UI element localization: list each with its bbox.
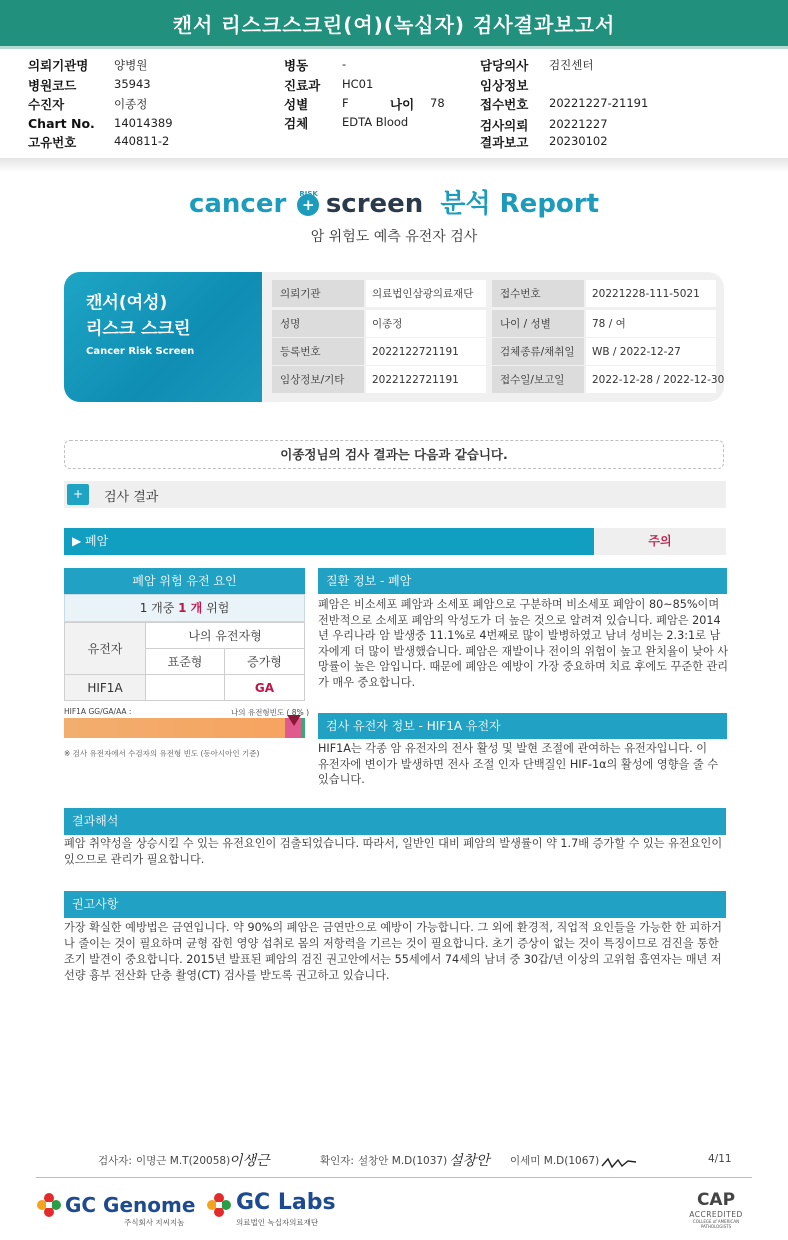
card-label: 접수일/보고일: [492, 366, 584, 393]
hdr-value-specimen: EDTA Blood: [342, 115, 409, 129]
page-number: 4/11: [708, 1153, 732, 1165]
hdr-label-request-date: 검사의뢰: [480, 118, 529, 133]
table-header-gene: 유전자: [64, 622, 146, 675]
confirmer-label: 확인자:: [320, 1155, 354, 1167]
confirmer2-signature-icon: [600, 1156, 638, 1170]
section-title: 검사 결과: [104, 490, 159, 505]
interpretation-text: 폐암 취약성을 상승시킬 수 있는 유전요인이 검출되었습니다. 따라서, 일반인 대비 폐암의 발생률이 약 1.7배 증가할 수 있는 유전요인이 있으므로 관리가 필요합니다.: [64, 837, 723, 866]
cap-logo-text: CAP: [696, 1190, 736, 1210]
brand-risk-tag: RISK: [299, 190, 318, 198]
recommendation-header: 권고사항: [64, 891, 726, 918]
card-title-line2: 리스크 스크린: [86, 319, 191, 339]
header-shadow: [0, 158, 788, 172]
cap-small-text: COLLEGE of AMERICAN PATHOLOGISTS: [692, 1219, 740, 1229]
brand-word-cancer: cancer: [188, 189, 287, 219]
recommendation-text: 가장 확실한 예방법은 금연입니다. 약 90%의 폐암은 금연만으로 예방이 가능합니다. 그 외에 환경적, 직업적 요인들을 가능한 한 피하거나 줄이는 것이 필요하며 균형 잡힌 영양 섭취로 몸의 저항력을 기르는 것이 필요합니다. 초기 증상이 없는 것이 특징이므로 검진을 통한 조기 발견이 중요합니다. 2015년 발표된 폐암의 검진 권고안에서는 55세에서 74세의 남녀 중 30갑/년 이상의 고위험 흡연자는 매년 저선량 흉부 전산화 단층 촬영(CT) 검사를 받도록 권고하고 있습니다.: [64, 921, 722, 982]
gene-info-header: 검사 유전자 정보 - HIF1A 유전자: [318, 713, 727, 739]
gc-genome-logo: GC Genome: [65, 1193, 196, 1217]
hdr-label-receipt-no: 접수번호: [480, 97, 529, 112]
confirmer1-signature: 설창안: [449, 1153, 490, 1169]
risk-table-header: 폐암 위험 유전 요인: [64, 568, 305, 594]
card-value: 2022-12-28 / 2022-12-30: [586, 366, 716, 393]
title-underline: [0, 46, 788, 49]
card-label: 검체종류/채취일: [492, 338, 584, 365]
table-cell-increase: GA: [224, 674, 305, 701]
card-value: WB / 2022-12-27: [586, 338, 716, 365]
risk-count-post: 위험: [206, 601, 230, 615]
gene-info-text: HIF1A는 각종 암 유전자의 전사 활성 및 발현 조절에 관여하는 유전자입니다. 이 유전자에 변이가 발생하면 전사 조절 인자 단백질인 HIF-1α의 활성에 영향을 줄 수 있습니다.: [318, 742, 719, 787]
hdr-label-doctor: 담당의사: [480, 58, 529, 73]
hdr-value-chart-no: 14014389: [114, 116, 173, 130]
card-banner: [64, 272, 262, 402]
status-badge: 주의: [594, 528, 726, 555]
hdr-value-hospital-code: 35943: [114, 77, 151, 91]
card-row: [272, 310, 716, 337]
gc-labs-sub: 의료법인 녹십자의료재단: [236, 1218, 319, 1227]
gc-labs-logo-icon: [206, 1192, 232, 1218]
cancer-type-bar: ▶ 폐암: [64, 528, 594, 555]
card-label: 접수번호: [492, 280, 584, 307]
hdr-value-report-date: 20230102: [549, 134, 608, 148]
confirmer1-name: 설창안 M.D(1037): [358, 1155, 448, 1167]
hdr-label-department: 진료과: [284, 78, 321, 93]
hdr-value-unique-no: 440811-2: [114, 134, 170, 148]
risk-count-num: 1 개: [178, 601, 203, 615]
tester-signature: 이생근: [229, 1153, 270, 1169]
hdr-value-patient: 이종정: [114, 97, 148, 111]
table-cell-gene: HIF1A: [64, 674, 146, 701]
footer-divider: [36, 1177, 752, 1178]
hdr-value-request-date: 20221227: [549, 117, 608, 131]
hdr-label-patient: 수진자: [28, 97, 65, 112]
card-value: 20221228-111-5021: [586, 280, 716, 307]
card-value: 이종정: [366, 310, 486, 337]
card-row: [272, 366, 724, 393]
result-intro-message: 이종정님의 검사 결과는 다음과 같습니다.: [64, 440, 724, 469]
hdr-label-ward: 병동: [284, 58, 309, 73]
cap-accreditation-logo: [680, 1190, 752, 1229]
hdr-label-clinical-info: 임상정보: [480, 78, 529, 93]
card-banner-title: [86, 290, 190, 342]
brand-word-report: 분석 Report: [440, 189, 600, 219]
table-header-my-genotype: 나의 유전자형: [145, 622, 305, 649]
frequency-marker-icon: [287, 715, 301, 726]
card-label: 임상정보/기타: [272, 366, 364, 393]
gc-genome-logo-icon: [36, 1192, 62, 1218]
hdr-value-receipt-no: 20221227-21191: [549, 96, 649, 110]
card-label: 의뢰기관: [272, 280, 364, 307]
hdr-label-sex: 성별: [284, 97, 309, 112]
hdr-label-unique-no: 고유번호: [28, 135, 77, 150]
freq-label-left: HIF1A GG/GA/AA :: [64, 707, 132, 716]
confirmer2-name: 이세미 M.D(1067): [510, 1155, 600, 1167]
hdr-label-specimen: 검체: [284, 116, 309, 131]
gc-genome-sub: 주식회사 지씨지놈: [124, 1218, 185, 1227]
card-row: [272, 280, 716, 307]
tester-label: 검사자:: [98, 1155, 132, 1167]
card-value: 2022122721191: [366, 366, 486, 393]
cap-accredited-text: ACCREDITED: [689, 1210, 743, 1219]
card-label: 성명: [272, 310, 364, 337]
brand-subtitle: 암 위험도 예측 유전자 검사: [310, 229, 478, 245]
interpretation-header: 결과해석: [64, 808, 726, 835]
card-title-line1: 캔서(여성): [86, 293, 168, 313]
gc-labs-logo: GC Labs: [236, 1190, 336, 1215]
hdr-label-hospital-code: 병원코드: [28, 78, 77, 93]
patient-info-card: [64, 272, 724, 402]
brand-word-screen: screen: [325, 189, 424, 219]
card-title-en: Cancer Risk Screen: [86, 346, 195, 357]
hdr-label-report-date: 결과보고: [480, 135, 529, 150]
card-value: 의료법인삼광의료재단: [366, 280, 486, 307]
card-label: 등록번호: [272, 338, 364, 365]
hdr-value-age: 78: [430, 96, 445, 110]
disease-info-header: 질환 정보 - 폐암: [318, 568, 727, 594]
frequency-note: ※ 검사 유전자에서 수검자의 유전형 빈도 (동아시아인 기준): [64, 749, 260, 758]
table-cell-standard: [145, 674, 225, 701]
table-header-standard: 표준형: [145, 648, 225, 675]
tester-name: 이명근 M.T(20058): [136, 1155, 231, 1167]
table-header-increase: 증가형: [224, 648, 305, 675]
hdr-value-institution: 양병원: [114, 58, 148, 72]
freq-label-right: 나의 유전형빈도 ( 8% ): [231, 708, 310, 717]
card-value: 2022122721191: [366, 338, 486, 365]
plus-icon: +: [297, 194, 319, 216]
hdr-label-chart-no: Chart No.: [28, 116, 95, 131]
brand-logo: [0, 183, 788, 220]
hdr-value-ward: -: [342, 57, 347, 71]
card-row: [272, 338, 716, 365]
hdr-label-institution: 의뢰기관명: [28, 58, 89, 73]
folder-icon: +: [67, 484, 89, 505]
risk-count-pre: 1 개중: [139, 601, 175, 615]
section-header: [64, 481, 726, 508]
report-title: 캔서 리스크스크린(여)(녹십자) 검사결과보고서: [0, 0, 788, 46]
hdr-value-sex: F: [342, 96, 349, 110]
hdr-value-doctor: 검진센터: [549, 58, 594, 72]
frequency-bar-end: [301, 718, 305, 738]
risk-count: [64, 594, 305, 622]
disease-info-text: 폐암은 비소세포 폐암과 소세포 폐암으로 구분하며 비소세포 폐암이 80~85%이며 전반적으로 소세포 폐암의 악성도가 더 높은 것으로 알려져 있습니다. 폐암은 2014년 우리나라 암 발생중 11.1%로 4번째로 많이 발병하였고 남녀 성비는 2.3:1로 남자에게 더 많이 발생했습니다. 폐암은 재발이나 전이의 위험이 높고 완치율이 낮아 사망률이 높은 암입니다. 때문에 폐암은 예방이 가장 중요하며 치료 후에도 꾸준한 관리가 매우 중요합니다.: [318, 598, 729, 689]
frequency-bar: [64, 718, 304, 738]
card-label: 나이 / 성별: [492, 310, 584, 337]
card-value: 78 / 여: [586, 310, 716, 337]
hdr-value-department: HC01: [342, 77, 374, 91]
hdr-label-age: 나이: [390, 97, 415, 112]
